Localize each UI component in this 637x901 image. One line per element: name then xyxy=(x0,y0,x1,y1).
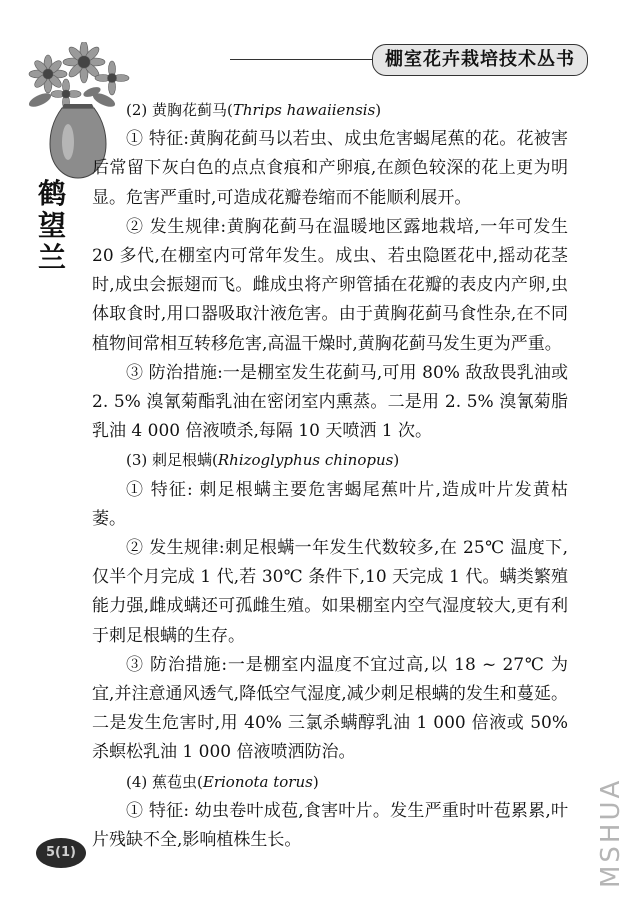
side-title-char: 鹤 xyxy=(37,177,66,210)
body-text xyxy=(92,96,568,855)
section-heading: (2) 黄胸花蓟马(Thrips hawaiiensis) xyxy=(126,101,382,119)
section-heading: (4) 蕉苞虫(Erionota torus) xyxy=(126,772,319,791)
paragraph: ③ 防治措施:一是棚室内温度不宜过高,以 18 ~ 27℃ 为宜,并注意通风透气,降低空气湿度,减少刺足根螨的发生和蔓延。二是发生危害时,用 40% 三氯杀螨醇乳油 1 000 倍液或 50% 杀螟松乳油 1 000 倍液喷洒防治。 xyxy=(92,654,568,763)
side-title-char: 望 xyxy=(37,209,66,242)
page-number-badge: 5(1) xyxy=(36,838,86,868)
paragraph: ③ 防治措施:一是棚室发生花蓟马,可用 80% 敌敌畏乳油或 2. 5% 溴氰菊酯乳油在密闭室内熏蒸。二是用 2. 5% 溴氰菊脂乳油 4 000 倍液喷杀,每隔 10 天喷洒 1 次。 xyxy=(92,362,568,442)
watermark: MSHUA xyxy=(596,777,626,888)
paragraph: ② 发生规律:黄胸花蓟马在温暖地区露地栽培,一年可发生 20 多代,在棚室内可常年发生。成虫、若虫隐匿花中,摇动花茎时,成虫会振翅而飞。雌成虫将产卵管插在花瓣的表皮内产卵,虫体取食时,用口器吸取汁液危害。由于黄胸花蓟马食性杂,在不同植物间常相互转移危害,高温干燥时,黄胸花蓟马发生更为严重。 xyxy=(92,216,568,354)
paragraph: ① 特征:黄胸花蓟马以若虫、成虫危害蝎尾蕉的花。花被害后常留下灰白色的点点食痕和产卵痕,在颜色较深的花上更为明显。危害严重时,可造成花瓣卷缩而不能顺利展开。 xyxy=(92,129,568,208)
side-title-char: 兰 xyxy=(37,241,66,274)
series-title: 棚室花卉栽培技术丛书 xyxy=(372,44,588,76)
paragraph: ② 发生规律:刺足根螨一年发生代数较多,在 25℃ 温度下,仅半个月完成 1 代,若 30℃ 条件下,10 天完成 1 代。螨类繁殖能力强,雌成螨还可孤雌生殖。如果棚室内空气湿度较大,更有利于刺足根螨的生存。 xyxy=(92,538,568,646)
paragraph: ① 特征: 刺足根螨主要危害蝎尾蕉叶片,造成叶片发黄枯萎。 xyxy=(92,479,568,529)
side-book-title xyxy=(36,178,68,274)
section-heading: (3) 刺足根螨(Rhizoglyphus chinopus) xyxy=(126,451,400,470)
header-rule xyxy=(230,59,380,60)
paragraph: ① 特征: 幼虫卷叶成苞,食害叶片。发生严重时叶苞累累,叶片残缺不全,影响植株生长。 xyxy=(92,800,568,851)
